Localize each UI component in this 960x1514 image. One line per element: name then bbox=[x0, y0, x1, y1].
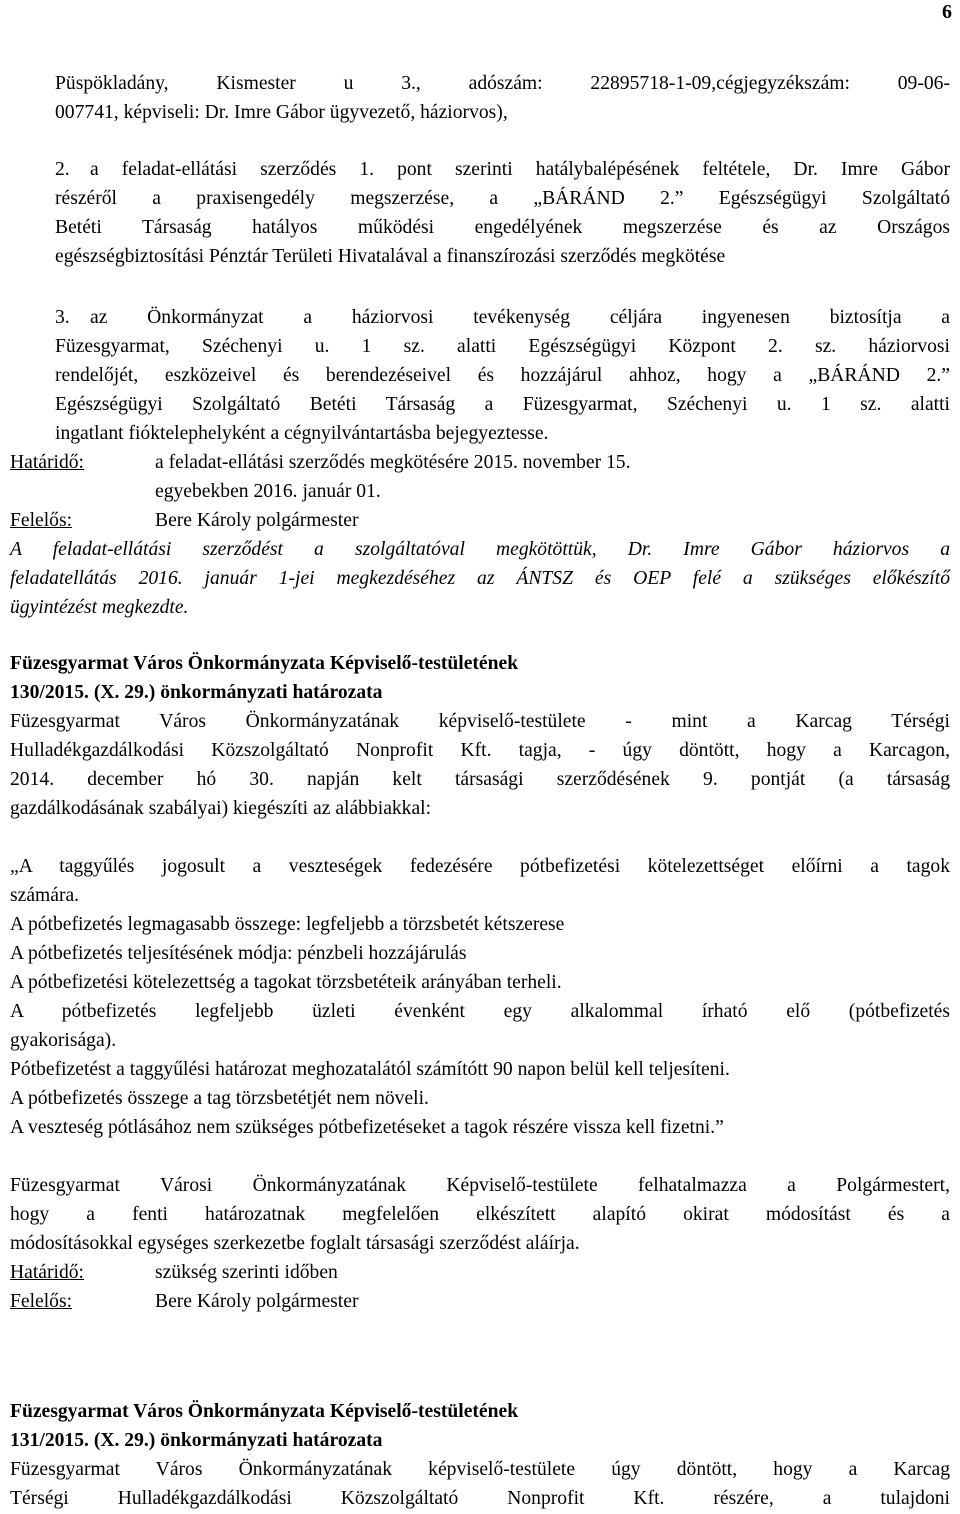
list-item-line: ingatlant fióktelephelyként a cégnyilvántartásba bejegyeztesse. bbox=[55, 423, 549, 444]
responsible-value: Bere Károly polgármester bbox=[155, 1291, 359, 1312]
responsible-value: Bere Károly polgármester bbox=[155, 510, 359, 531]
deadline-label: Határidő: bbox=[10, 1262, 84, 1283]
resolution-body-line: Füzesgyarmat Város Önkormányzatának képviselő-testülete úgy döntött, hogy a Karcag bbox=[10, 1459, 950, 1480]
authorization-line: hogy a fenti határozatnak megfelelően elkészített alapító okirat módosítást és a bbox=[10, 1204, 950, 1225]
list-item-line: a feladat-ellátási szerződés 1. pont szerinti hatálybalépésének feltétele, Dr. Imre Gábor bbox=[90, 159, 950, 180]
resolution-heading: Füzesgyarmat Város Önkormányzata Képviselő-testületének bbox=[10, 653, 519, 674]
responsible-row bbox=[0, 1288, 960, 1317]
quote-line: számára. bbox=[10, 885, 80, 906]
list-item-line: az Önkormányzat a háziorvosi tevékenység céljára ingyenesen biztosítja a bbox=[90, 307, 950, 328]
quote-line: A pótbefizetési kötelezettség a tagokat törzsbetéteik arányában terheli. bbox=[10, 972, 562, 993]
quote-line: A pótbefizetés összege a tag törzsbetétjét nem növeli. bbox=[10, 1088, 429, 1109]
responsible-label: Felelős: bbox=[10, 1291, 73, 1312]
list-item-line: Füzesgyarmat, Széchenyi u. 1 sz. alatti Egészségügyi Központ 2. sz. háziorvosi bbox=[55, 336, 950, 357]
deadline-label: Határidő: bbox=[10, 452, 84, 473]
deadline-value: szükség szerinti időben bbox=[155, 1262, 338, 1283]
page-number: 6 bbox=[942, 1, 952, 23]
resolution-body-line: Füzesgyarmat Város Önkormányzatának képviselő-testülete - mint a Karcag Térségi bbox=[10, 711, 950, 732]
quote-line: „A taggyűlés jogosult a veszteségek fedezésére pótbefizetési kötelezettséget előírni a tagok bbox=[10, 856, 950, 877]
authorization-line: Füzesgyarmat Városi Önkormányzatának Képviselő-testülete felhatalmazza a Polgármestert, bbox=[10, 1175, 950, 1196]
resolution-body-line: gazdálkodásának szabályai) kiegészíti az alábbiakkal: bbox=[10, 798, 432, 819]
resolution-number: 131/2015. (X. 29.) önkormányzati határozata bbox=[10, 1430, 383, 1451]
resolution-body-line: Térségi Hulladékgazdálkodási Közszolgáltató Nonprofit Kft. részére, a tulajdoni bbox=[10, 1488, 950, 1509]
resolution-number: 130/2015. (X. 29.) önkormányzati határozata bbox=[10, 682, 383, 703]
list-item-line: rendelőjét, eszközeivel és berendezéseivel és hozzájárul ahhoz, hogy a „BÁRÁND 2.” bbox=[55, 365, 950, 386]
deadline-row bbox=[0, 1259, 960, 1288]
list-item-line: Betéti Társaság hatályos működési engedélyének megszerzése és az Országos bbox=[55, 217, 950, 238]
resolution-body-line: Hulladékgazdálkodási Közszolgáltató Nonprofit Kft. tagja, - úgy döntött, hogy a Karcagon, bbox=[10, 740, 950, 761]
note-line: ügyintézést megkezdte. bbox=[10, 597, 189, 618]
quote-line: A pótbefizetés legfeljebb üzleti évenként egy alkalommal írható elő (pótbefizetés bbox=[10, 1001, 950, 1022]
deadline-row bbox=[0, 449, 960, 478]
deadline-value: a feladat-ellátási szerződés megkötésére 2015. november 15. bbox=[155, 452, 631, 473]
quote-line: A veszteség pótlásához nem szükséges pótbefizetéseket a tagok részére vissza kell fizetni.” bbox=[10, 1117, 724, 1138]
quote-line: A pótbefizetés legmagasabb összege: legfeljebb a törzsbetét kétszerese bbox=[10, 914, 565, 935]
quote-line: Pótbefizetést a taggyűlési határozat meghozatalától számítótt 90 napon belül kell teljesíteni. bbox=[10, 1059, 730, 1080]
deadline-value-2: egyebekben 2016. január 01. bbox=[155, 481, 381, 502]
list-item-line: részéről a praxisengedély megszerzése, a „BÁRÁND 2.” Egészségügyi Szolgáltató bbox=[55, 188, 950, 209]
responsible-label: Felelős: bbox=[10, 510, 73, 531]
quote-line: gyakorisága). bbox=[10, 1030, 117, 1051]
responsible-row bbox=[0, 507, 960, 536]
resolution-body-line: 2014. december hó 30. napján kelt társasági szerződésének 9. pontját (a társaság bbox=[10, 769, 950, 790]
note-line: feladatellátás 2016. január 1-jei megkezdéséhez az ÁNTSZ és OEP felé a szükséges előkészítő bbox=[10, 568, 950, 589]
continuation-line: Püspökladány, Kismester u 3., adószám: 22895718-1-09,cégjegyzékszám: 09-06- bbox=[55, 73, 950, 94]
resolution-heading: Füzesgyarmat Város Önkormányzata Képviselő-testületének bbox=[10, 1401, 519, 1422]
note-line: A feladat-ellátási szerződést a szolgáltatóval megkötöttük, Dr. Imre Gábor háziorvos a bbox=[10, 539, 950, 560]
continuation-line: 007741, képviseli: Dr. Imre Gábor ügyvezető, háziorvos), bbox=[55, 102, 508, 123]
list-item-line: Egészségügyi Szolgáltató Betéti Társaság a Füzesgyarmat, Széchenyi u. 1 sz. alatti bbox=[55, 394, 950, 415]
quote-line: A pótbefizetés teljesítésének módja: pénzbeli hozzájárulás bbox=[10, 943, 467, 964]
list-item-line: egészségbiztosítási Pénztár Területi Hivatalával a finanszírozási szerződés megkötése bbox=[55, 246, 726, 267]
authorization-line: módosításokkal egységes szerkezetbe foglalt társasági szerződést aláírja. bbox=[10, 1233, 580, 1254]
